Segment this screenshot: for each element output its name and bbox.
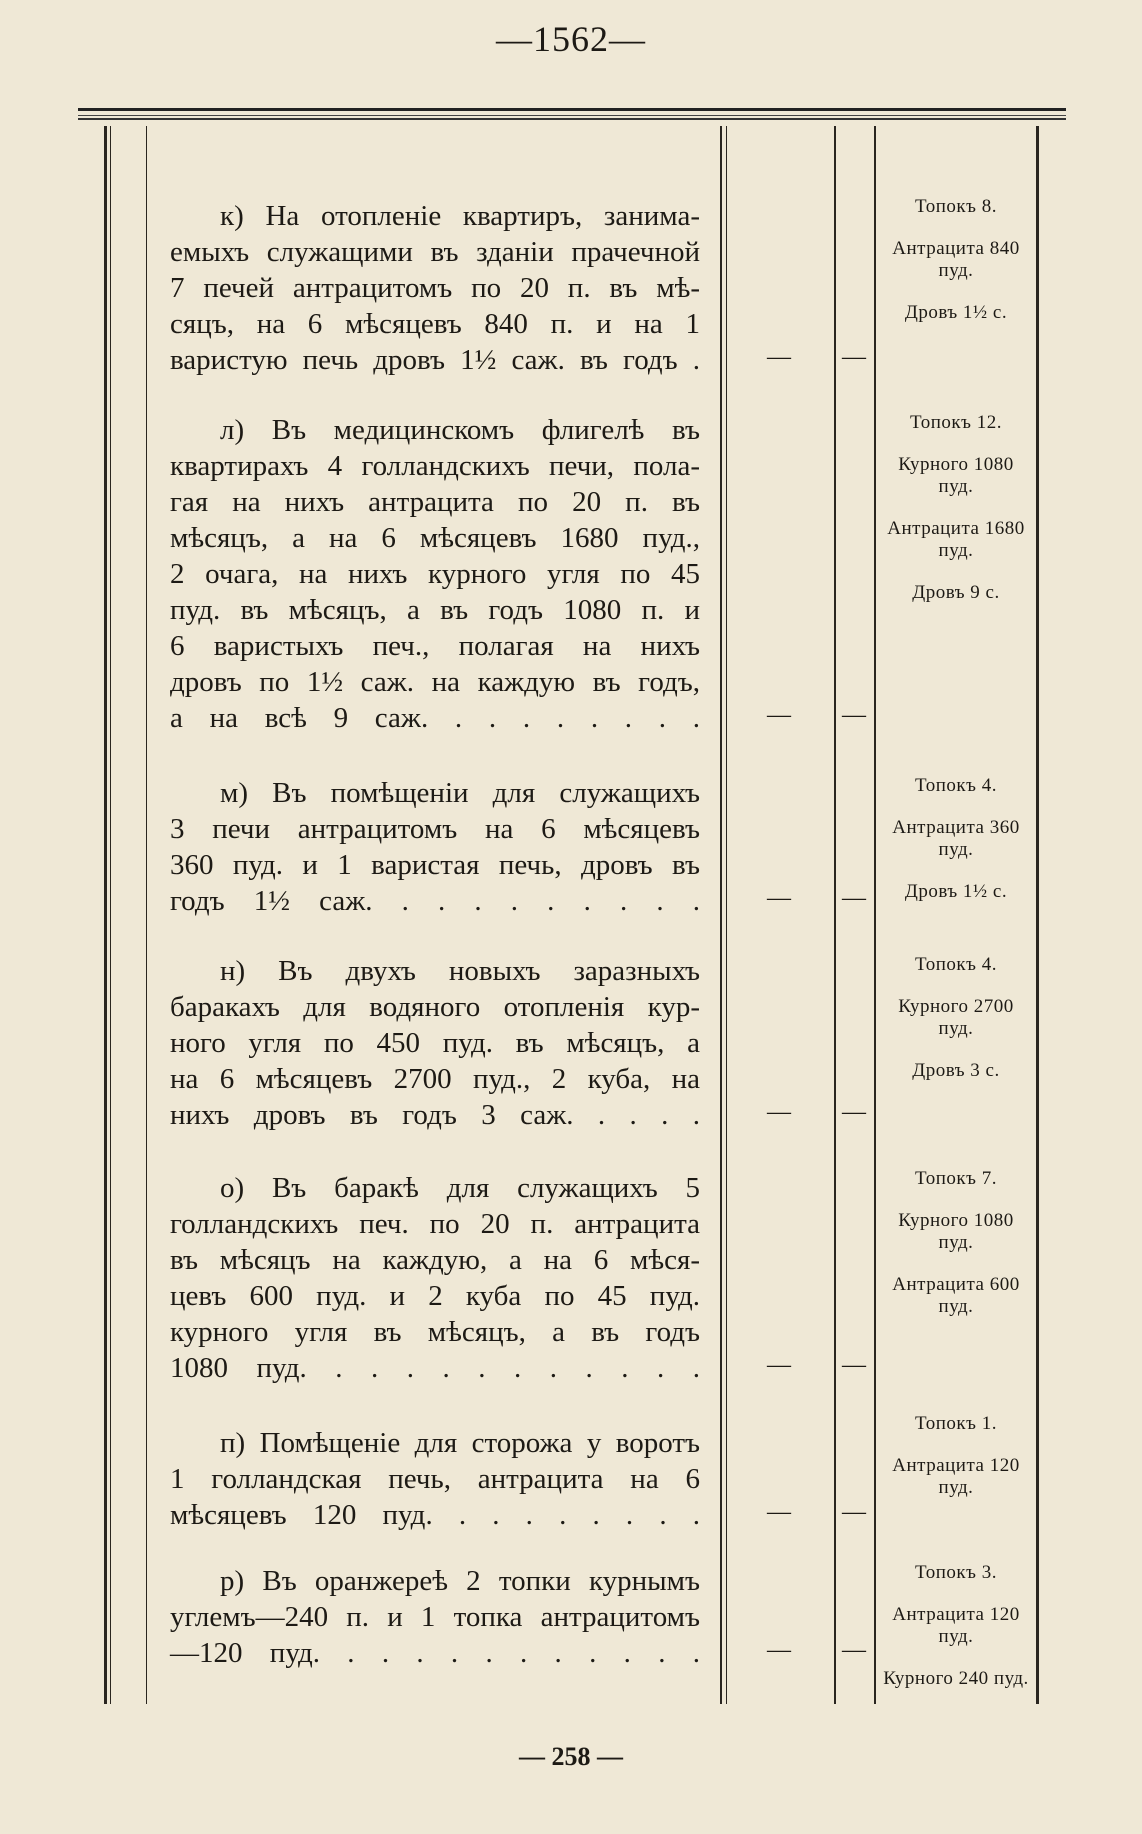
entry-line: к) На отопленіе квартиръ, занима- [220, 200, 700, 232]
side-item: Топокъ 1. [915, 1413, 997, 1434]
entry-text [170, 775, 700, 919]
side-item: Топокъ 12. [910, 412, 1002, 433]
side-item: Курного 240 пуд. [883, 1668, 1029, 1689]
entry-line: въ мѣсяцъ на каждую, а на 6 мѣся- [170, 1244, 700, 1276]
entry-line: дровъ по 1½ саж. на каждую въ годъ, [170, 666, 700, 698]
entry-line: р) Въ оранжереѣ 2 топки курнымъ [220, 1565, 700, 1597]
dash-col1: — [767, 1637, 791, 1663]
dash-col1: — [767, 1099, 791, 1125]
entry-line: 6 варистыхъ печ., полагая на нихъ [170, 630, 700, 662]
side-item: Антрацита 120 пуд. [892, 1455, 1020, 1498]
entry-line: мѣсяцъ, а на 6 мѣсяцевъ 1680 пуд., [170, 522, 700, 554]
entry-line: 2 очага, на нихъ курного угля по 45 [170, 558, 700, 590]
entry-text [170, 953, 700, 1133]
entry-line: а на всѣ 9 саж. . . . . . . . . [170, 702, 700, 734]
side-item: Топокъ 8. [915, 196, 997, 217]
side-item: Топокъ 7. [915, 1168, 997, 1189]
side-item: Курного 1080 пуд. [898, 1210, 1014, 1253]
page-footer-number: — 258 — [519, 1742, 623, 1771]
entry-line: курного угля въ мѣсяцъ, а въ годъ [170, 1316, 700, 1348]
dash-col2: — [842, 1499, 866, 1525]
dash-col2: — [842, 1637, 866, 1663]
entry-line: емыхъ служащими въ зданіи прачечной [170, 236, 700, 268]
entry-line: мѣсяцевъ 120 пуд. . . . . . . . . [170, 1499, 700, 1531]
side-summary [882, 1168, 1030, 1338]
dash-col2: — [842, 1352, 866, 1378]
side-item: Дровъ 1½ с. [904, 881, 1008, 902]
dash-col2: — [842, 702, 866, 728]
dash-col1: — [767, 344, 791, 370]
dash-col1: — [767, 885, 791, 911]
entry-line: 7 печей антрацитомъ по 20 п. въ мѣ- [170, 272, 700, 304]
side-summary [882, 412, 1030, 624]
entry-line: цевъ 600 пуд. и 2 куба по 45 пуд. [170, 1280, 700, 1312]
side-item: Топокъ 4. [915, 954, 997, 975]
side-item: Антрацита 120 пуд. [892, 1604, 1020, 1647]
side-item: Курного 1080 пуд. [898, 454, 1014, 497]
entry-line: ного угля по 450 пуд. въ мѣсяцъ, а [170, 1027, 700, 1059]
dash-col1: — [767, 1352, 791, 1378]
entry-line: 3 печи антрацитомъ на 6 мѣсяцевъ [170, 813, 700, 845]
entry-line: м) Въ помѣщеніи для служащихъ [220, 777, 700, 809]
side-item: Дровъ 1½ с. [904, 302, 1008, 323]
entry-line: о) Въ баракѣ для служащихъ 5 [220, 1172, 700, 1204]
entry-line: годъ 1½ саж. . . . . . . . . . [170, 885, 700, 917]
dash-col1: — [767, 1499, 791, 1525]
dash-col2: — [842, 344, 866, 370]
entry-line: квартирахъ 4 голландскихъ печи, пола- [170, 450, 700, 482]
entry-line: 360 пуд. и 1 варистая печь, дровъ въ [170, 849, 700, 881]
entry-line: голландскихъ печ. по 20 п. антрацита [170, 1208, 700, 1240]
entry-line: 1 голландская печь, антрацита на 6 [170, 1463, 700, 1495]
entry-line: н) Въ двухъ новыхъ заразныхъ [220, 955, 700, 987]
side-summary [882, 1562, 1030, 1710]
entry-line: варистую печь дровъ 1½ саж. въ годъ . [170, 344, 700, 376]
entry-line: нихъ дровъ въ годъ 3 саж. . . . . [170, 1099, 700, 1131]
side-summary [882, 775, 1030, 923]
entry-line: л) Въ медицинскомъ флигелѣ въ [220, 414, 700, 446]
side-item: Курного 2700 пуд. [898, 996, 1014, 1039]
entry-line: сяцъ, на 6 мѣсяцевъ 840 п. и на 1 [170, 308, 700, 340]
entry-line: —120 пуд. . . . . . . . . . . . [170, 1637, 700, 1669]
entry-line: пуд. въ мѣсяцъ, а въ годъ 1080 п. и [170, 594, 700, 626]
entry-line: п) Помѣщеніе для сторожа у воротъ [220, 1427, 700, 1459]
entry-line: баракахъ для водяного отопленія кур- [170, 991, 700, 1023]
entry-text [170, 412, 700, 736]
entry-line: гая на нихъ антрацита по 20 п. въ [170, 486, 700, 518]
entry-line: 1080 пуд. . . . . . . . . . . . [170, 1352, 700, 1384]
side-item: Антрацита 360 пуд. [892, 817, 1020, 860]
entry-text [170, 198, 700, 378]
side-summary [882, 954, 1030, 1102]
dash-col2: — [842, 1099, 866, 1125]
side-item: Топокъ 3. [915, 1562, 997, 1583]
entry-text [170, 1425, 700, 1533]
side-item: Топокъ 4. [915, 775, 997, 796]
side-summary [882, 1413, 1030, 1519]
side-item: Антрацита 600 пуд. [892, 1274, 1020, 1317]
dash-col2: — [842, 885, 866, 911]
page-header-number: —1562— [496, 19, 646, 59]
dash-col1: — [767, 702, 791, 728]
side-item: Антрацита 1680 пуд. [887, 518, 1025, 561]
side-item: Дровъ 9 с. [912, 582, 1000, 603]
entry-text [170, 1170, 700, 1386]
entry-line: на 6 мѣсяцевъ 2700 пуд., 2 куба, на [170, 1063, 700, 1095]
side-item: Дровъ 3 с. [912, 1060, 1000, 1081]
entry-text [170, 1563, 700, 1671]
side-item: Антрацита 840 пуд. [892, 238, 1020, 281]
entry-line: углемъ—240 п. и 1 топка антрацитомъ [170, 1601, 700, 1633]
side-summary [882, 196, 1030, 344]
